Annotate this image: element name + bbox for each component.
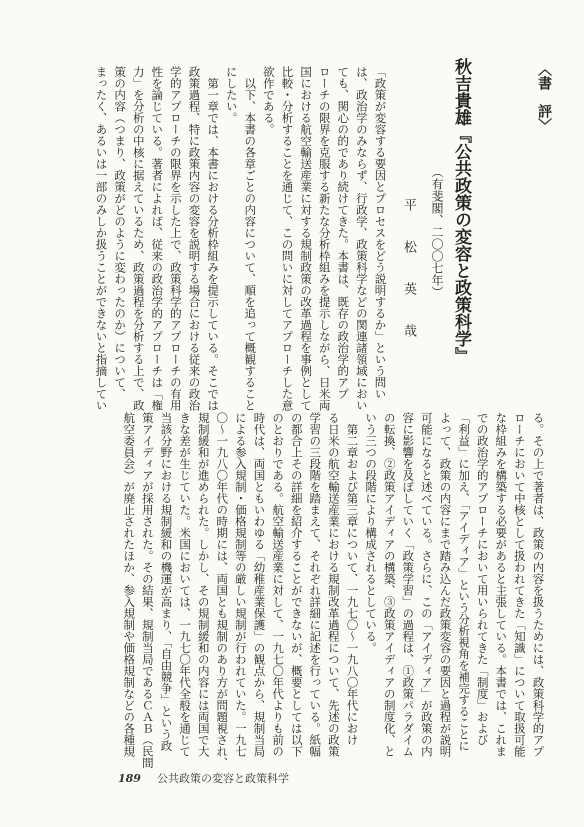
book-publisher: （有斐閣、二〇〇七年）	[430, 166, 444, 298]
text-column: 「政策が変容する要因とプロセスをどう説明するか」という問い	[373, 66, 388, 400]
text-column: 規制緩和が進められた。しかし、その規制緩和の内容には両国で大	[196, 412, 211, 757]
text-column: 力」を分析の中核に据えているため、政策過程を分析する上で、政	[131, 66, 146, 411]
text-column: のとおりである。航空輸送産業に対して、一九七〇年代よりも前の	[271, 412, 286, 757]
text-column: 政策過程、特に政策内容の変容を説明する場合における従来の政治	[187, 66, 202, 411]
text-column: は、政治学のみならず、行政学、政策科学などの関連諸領域におい	[354, 66, 369, 411]
text-column: 性を論じている。著者によれば、従来の政治学的アプローチは「権	[150, 66, 165, 411]
text-column: 容に影響を及ぼしていく「政策学習」の過程は、①政策パラダイム	[401, 412, 416, 757]
running-title: 公共政策の変容と政策科学	[156, 772, 289, 785]
text-column: まったく、あるいは一部のみしか扱うことができないと指摘してい	[94, 66, 109, 411]
text-column: 「利益」に加え、「アイディア」という分析視角を補完することに	[457, 412, 472, 752]
text-column: 航空委員会）が廃止されたほか、参入規制や価格規制などの各種規	[122, 412, 137, 757]
text-column: 学的アプローチの限界を示した上で、政策科学的アプローチの有用	[168, 66, 183, 411]
reviewer-name: 平 松 英 哉	[401, 198, 416, 345]
text-column: 可能になると述べている。さらに、この「アイディア」が政策の内	[419, 412, 434, 757]
text-column: の転換、②政策アイディアの構築、③政策アイディアの制度化、と	[382, 412, 397, 757]
section-header: 〈書 評〉	[536, 62, 552, 132]
text-column: での政治学的アプローチにおいて用いられてきた「制度」および	[475, 412, 490, 746]
text-column: ローチの限界を克服する新たな分析枠組みを提示しながら、日米両	[317, 66, 332, 411]
text-column: いう三つの段階により構成されるとしている。	[364, 412, 379, 654]
text-column: 当該分野における規制緩和の機運が高まり、「自由競争」という政	[159, 412, 174, 752]
text-column: による参入規制・価格規制等の厳しい規制が行われていた。一九七	[233, 412, 248, 757]
text-column: にしたい。	[224, 66, 239, 124]
text-column: 以下、本書の各章ごとの内容について、順を追って概観すること	[243, 66, 258, 411]
text-column: 欲作である。	[261, 66, 276, 135]
text-column: る日米の航空輸送産業における規制改革過程について、先述の政策	[326, 412, 341, 757]
text-column: よって、政策の内容にまで踏み込んだ政策変容の要因と過程が説明	[438, 412, 453, 757]
text-column: 比較・分析することを通じて、この問いに対してアプローチした意	[280, 66, 295, 411]
page-number: 189	[118, 772, 141, 785]
text-column: 国における航空輸送産業に対する規制政策の改革過程を事例として	[299, 66, 314, 411]
text-column: 第一章では、本書における分析枠組みを提示している。そこでは	[206, 66, 221, 411]
book-title: 秋吉貴雄『公共政策の変容と政策科学』	[451, 58, 471, 364]
text-column: 策の内容（つまり、政策がどのように変わったのか）について、	[113, 66, 128, 400]
page-footer	[118, 770, 289, 786]
text-column: る。その上で著者は、政策の内容を扱うためには、政策科学的アプ	[531, 412, 546, 757]
text-column: 時代は、両国ともいわゆる「幼稚産業保護」の観点から、規制当局	[252, 412, 267, 757]
text-column: きな差が生じていた。米国においては、一九七〇年代全般を通じて	[178, 412, 193, 757]
text-column: 学習の三段階を踏まえて、それぞれ詳細に記述を行っている。紙幅	[308, 412, 323, 757]
text-column: ても、関心の的であり続けてきた。本書は、既存の政治学的アプ	[336, 66, 351, 400]
text-column: 〇～一九八〇年代の時期には、両国とも規制のあり方が問題視され、	[215, 412, 230, 769]
text-column: ローチにおいて中核として扱われてきた「知識」について取扱可能	[512, 412, 527, 757]
text-column: 策アイディアが採用された。その結果、規制当局であるＣＡＢ（民間	[140, 412, 155, 769]
text-column: 第二章および第三章について、一九七〇～一九八〇年代におけ	[345, 412, 360, 746]
text-column: の都合上その詳細を紹介することができないが、概要としては以下	[289, 412, 304, 757]
text-column: な枠組みを構築する必要があると主張している。本書では、これま	[494, 412, 509, 757]
